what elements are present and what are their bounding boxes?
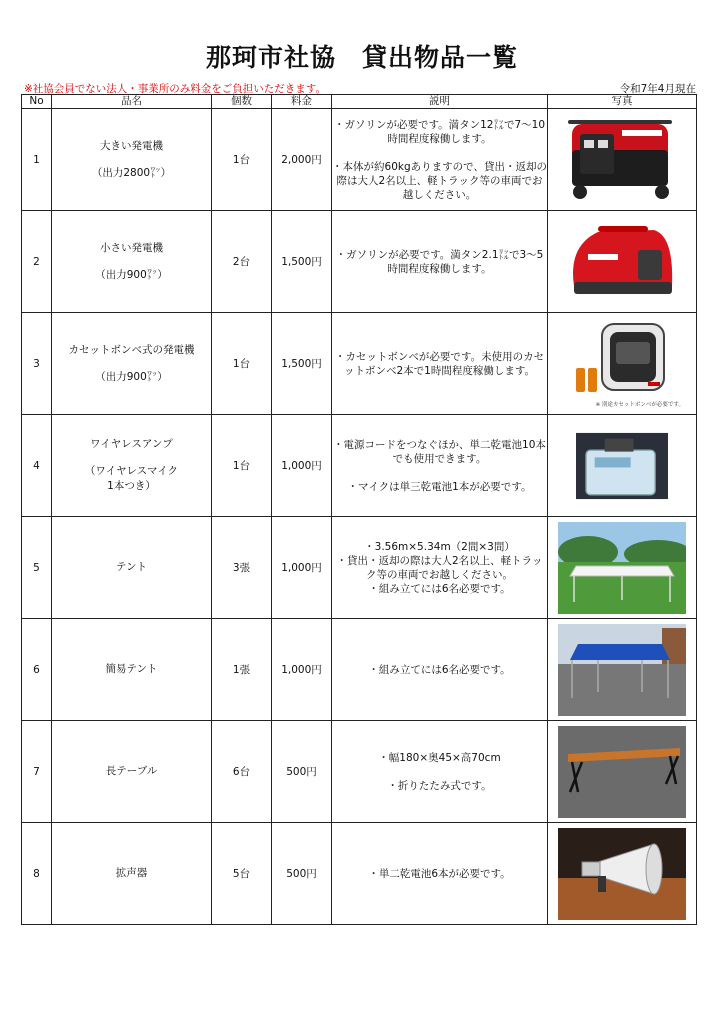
desc-line: ・マイクは単三乾電池1本が必要です。 bbox=[347, 480, 532, 493]
row-qty: 1張 bbox=[212, 619, 272, 721]
megaphone-photo bbox=[558, 828, 686, 920]
row-qty: 2台 bbox=[212, 211, 272, 313]
desc-line: ・カセットボンベが必要です。未使用のカセットボンベ2本で1時間程度稼働します。 bbox=[334, 350, 545, 377]
item-sub: （出力2800㍗） bbox=[91, 166, 172, 179]
desc-line: ・電源コードをつなぐほか、単二乾電池10本でも使用できます。 bbox=[333, 438, 546, 465]
row-no: 2 bbox=[22, 211, 52, 313]
item-sub: （出力900㍗） bbox=[95, 268, 168, 281]
table-row bbox=[22, 721, 697, 823]
photo-caption: ※ 別途カセットボンベが必要です。 bbox=[595, 401, 684, 408]
row-photo bbox=[548, 619, 697, 721]
item-name: 簡易テント bbox=[105, 663, 158, 675]
row-desc bbox=[332, 823, 548, 925]
row-fee: 1,500円 bbox=[272, 211, 332, 313]
table-row bbox=[22, 823, 697, 925]
row-qty: 1台 bbox=[212, 313, 272, 415]
generator-small-photo bbox=[558, 216, 686, 308]
row-name bbox=[52, 823, 212, 925]
item-sub: （出力900㍗） bbox=[95, 370, 168, 383]
row-name bbox=[52, 211, 212, 313]
row-fee: 500円 bbox=[272, 721, 332, 823]
page-title: 那珂市社協 貸出物品一覧 bbox=[205, 43, 518, 72]
item-name: 長テーブル bbox=[105, 765, 158, 777]
row-qty: 6台 bbox=[212, 721, 272, 823]
row-photo bbox=[548, 415, 697, 517]
row-no: 7 bbox=[22, 721, 52, 823]
row-photo bbox=[548, 109, 697, 211]
tent-photo bbox=[558, 522, 686, 614]
item-name: 大きい発電機 bbox=[100, 139, 163, 152]
item-name: 拡声器 bbox=[115, 867, 148, 879]
as-of-date: 令和7年4月現在 bbox=[619, 83, 696, 95]
row-name bbox=[52, 619, 212, 721]
desc-line: ・ガソリンが必要です。満タン12㍑で7～10時間程度稼働します。 bbox=[333, 118, 546, 145]
row-name bbox=[52, 313, 212, 415]
row-fee: 1,000円 bbox=[272, 415, 332, 517]
row-fee: 1,000円 bbox=[272, 619, 332, 721]
desc-line: ・幅180×奥45×高70cm bbox=[378, 751, 501, 764]
table-row bbox=[22, 109, 697, 211]
fee-note: ※社協会員でない法人・事業所のみ料金をご負担いただきます。 bbox=[24, 83, 326, 95]
row-photo bbox=[548, 313, 697, 415]
long-table-photo bbox=[558, 726, 686, 818]
row-name bbox=[52, 517, 212, 619]
row-fee: 2,000円 bbox=[272, 109, 332, 211]
row-fee: 1,000円 bbox=[272, 517, 332, 619]
table-row bbox=[22, 313, 697, 415]
row-qty: 1台 bbox=[212, 415, 272, 517]
row-fee: 1,500円 bbox=[272, 313, 332, 415]
row-desc bbox=[332, 517, 548, 619]
row-no: 6 bbox=[22, 619, 52, 721]
row-fee: 500円 bbox=[272, 823, 332, 925]
row-desc bbox=[332, 415, 548, 517]
desc-line: ・3.56m×5.34m（2間×3間） bbox=[364, 540, 515, 553]
header-no: No bbox=[22, 95, 52, 109]
wireless-amp-photo bbox=[576, 420, 668, 512]
row-desc bbox=[332, 619, 548, 721]
row-no: 5 bbox=[22, 517, 52, 619]
desc-line: ・組み立てには6名必要です。 bbox=[368, 663, 511, 676]
item-name: カセットボンベ式の発電機 bbox=[68, 343, 195, 356]
table-row bbox=[22, 211, 697, 313]
item-name: ワイヤレスアンプ bbox=[90, 438, 173, 450]
item-name: 小さい発電機 bbox=[100, 241, 163, 254]
table-row bbox=[22, 517, 697, 619]
row-qty: 3張 bbox=[212, 517, 272, 619]
row-photo bbox=[548, 517, 697, 619]
item-name: テント bbox=[116, 561, 147, 573]
row-name bbox=[52, 109, 212, 211]
row-no: 4 bbox=[22, 415, 52, 517]
row-photo bbox=[548, 721, 697, 823]
row-photo bbox=[548, 211, 697, 313]
header-name: 品名 bbox=[52, 95, 212, 109]
row-no: 8 bbox=[22, 823, 52, 925]
row-qty: 5台 bbox=[212, 823, 272, 925]
header-photo: 写真 bbox=[548, 95, 697, 109]
row-name bbox=[52, 721, 212, 823]
simple-tent-photo bbox=[558, 624, 686, 716]
desc-line: ・折りたたみ式です。 bbox=[387, 779, 492, 792]
rental-items-table bbox=[21, 94, 697, 925]
row-qty: 1台 bbox=[212, 109, 272, 211]
desc-line: ・ガソリンが必要です。満タン2.1㍑で3～5時間程度稼働します。 bbox=[335, 248, 544, 275]
row-photo bbox=[548, 823, 697, 925]
row-desc bbox=[332, 109, 548, 211]
desc-line: ・組み立てには6名必要です。 bbox=[368, 582, 511, 595]
row-desc bbox=[332, 313, 548, 415]
row-name bbox=[52, 415, 212, 517]
row-desc bbox=[332, 721, 548, 823]
row-no: 1 bbox=[22, 109, 52, 211]
row-no: 3 bbox=[22, 313, 52, 415]
header-qty: 個数 bbox=[212, 95, 272, 109]
table-header-row bbox=[22, 95, 697, 109]
header-fee: 料金 bbox=[272, 95, 332, 109]
table-row bbox=[22, 415, 697, 517]
item-sub: （ワイヤレスマイク1本つき） bbox=[84, 465, 179, 492]
cassette-generator-photo bbox=[558, 318, 686, 410]
header-desc: 説明 bbox=[332, 95, 548, 109]
row-desc bbox=[332, 211, 548, 313]
desc-line: ・単二乾電池6本が必要です。 bbox=[368, 867, 511, 880]
table-row bbox=[22, 619, 697, 721]
desc-line: ・貸出・返却の際は大人2名以上、軽トラック等の車両でお越しください。 bbox=[336, 554, 543, 581]
desc-line: ・本体が約60kgありますので、貸出・返却の際は大人2名以上、軽トラック等の車両でお越しください。 bbox=[332, 160, 547, 201]
generator-large-photo bbox=[558, 114, 686, 206]
